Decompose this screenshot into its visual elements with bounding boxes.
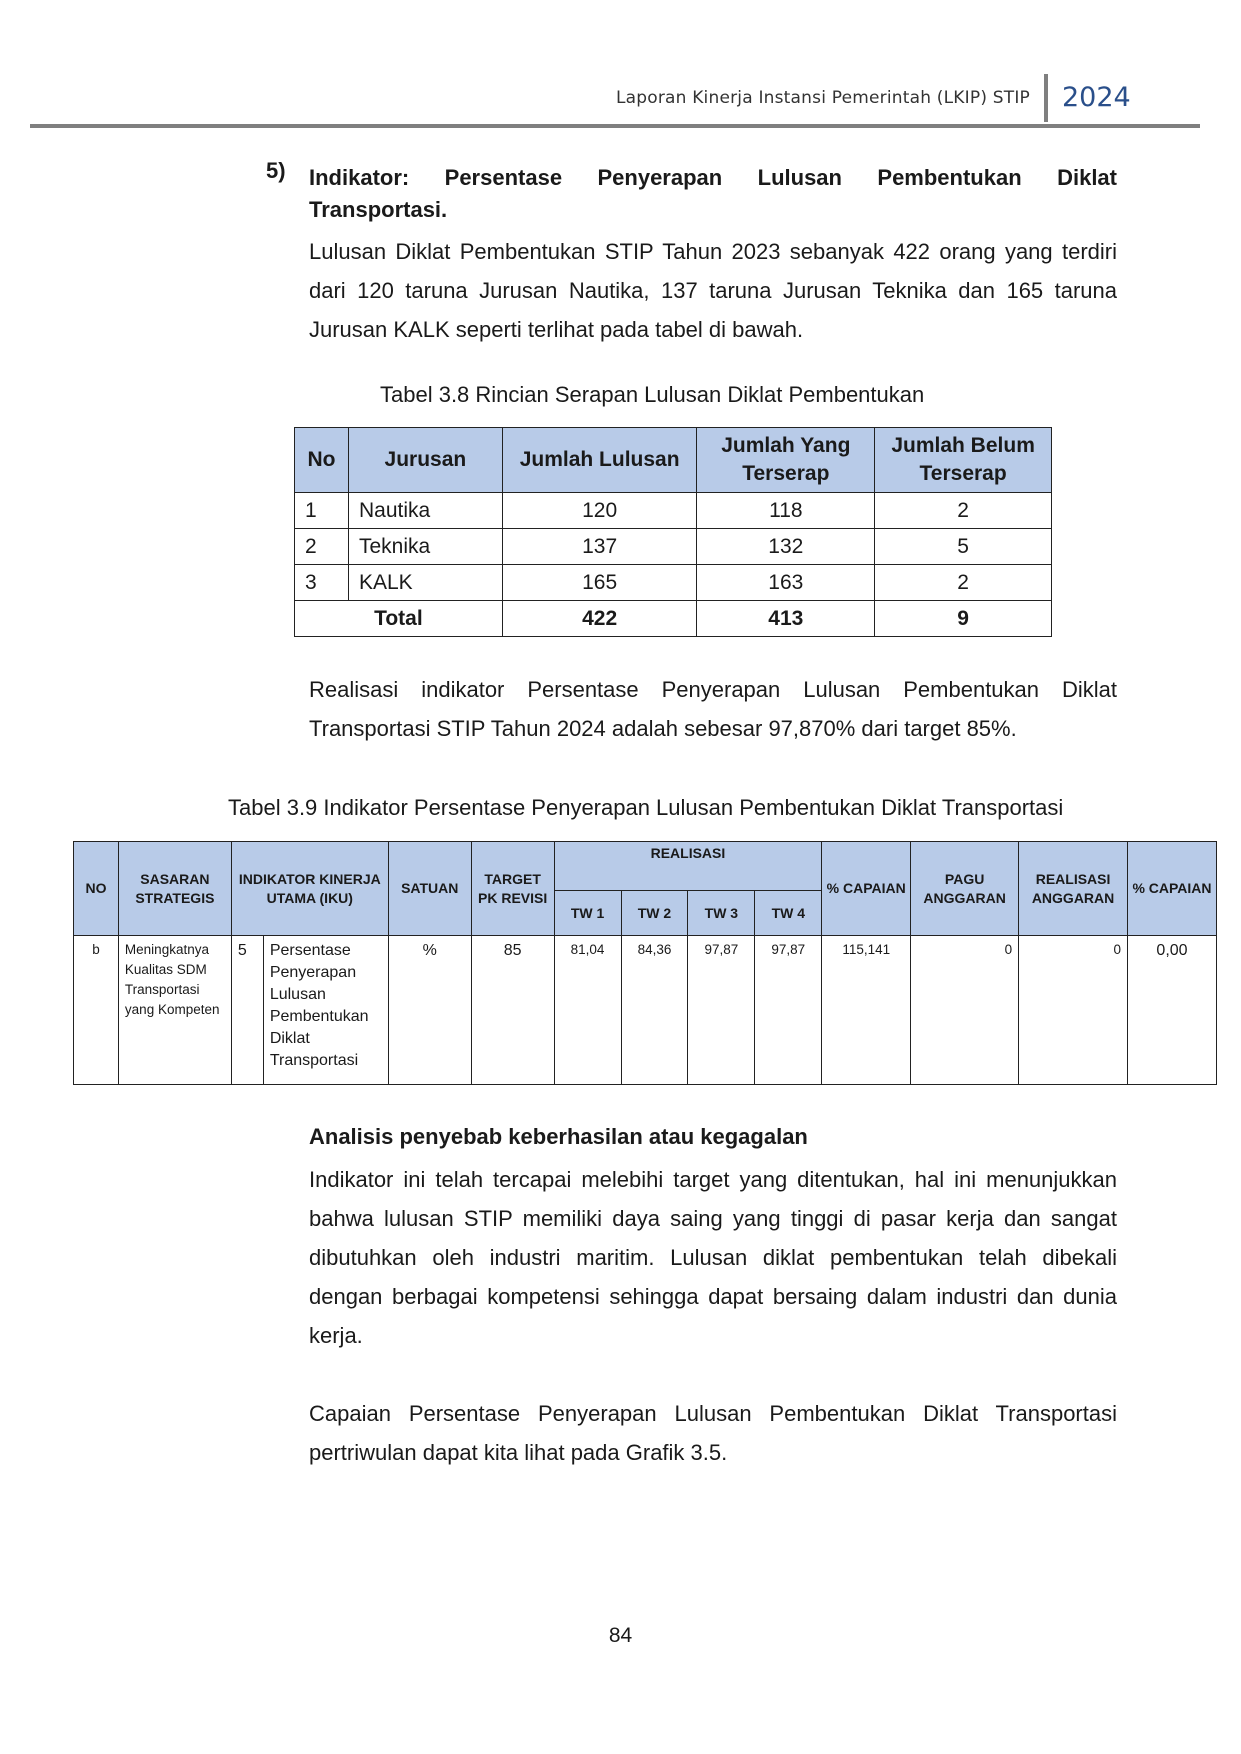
col-header-capaian: % CAPAIAN: [822, 842, 911, 936]
analisis-heading: Analisis penyebab keberhasilan atau kegagalan: [309, 1124, 808, 1149]
cell-jurusan: Teknika: [348, 529, 502, 565]
header-year: 2024: [1062, 82, 1131, 113]
col-header-realisasi: REALISASI: [554, 842, 822, 891]
cell-belum: 5: [875, 529, 1052, 565]
col-header-sasaran: SASARAN STRATEGIS: [118, 842, 231, 936]
total-terserap: 413: [697, 601, 875, 637]
cell-terserap: 163: [697, 565, 875, 601]
table-row: [74, 936, 1217, 1085]
col-header-pagu: PAGU ANGGARAN: [911, 842, 1019, 936]
cell-iku-no: 5: [231, 936, 263, 1085]
graduate-absorption-table: [294, 427, 1052, 637]
col-header-capaian-2: % CAPAIAN: [1128, 842, 1217, 936]
closing-paragraph: Capaian Persentase Penyerapan Lulusan Pembentukan Diklat Transportasi pertriwulan dapat kita lihat pada Grafik 3.5.: [309, 1401, 1117, 1465]
table2-caption: Tabel 3.9 Indikator Persentase Penyerapan Lulusan Pembentukan Diklat Transportasi: [228, 795, 1064, 820]
cell-iku: Persentase Penyerapan Lulusan Pembentukan Diklat Transportasi: [263, 936, 388, 1085]
cell-capaian: 115,141: [822, 936, 911, 1085]
total-label: Total: [295, 601, 503, 637]
table-total-row: [295, 601, 1052, 637]
cell-lulusan: 137: [502, 529, 697, 565]
col-header-no: NO: [74, 842, 119, 936]
table-row: [295, 529, 1052, 565]
realisasi-paragraph: Realisasi indikator Persentase Penyerapan Lulusan Pembentukan Diklat Transportasi STIP Tahun 2024 adalah sebesar 97,870% dari target 85%.: [309, 677, 1117, 741]
cell-terserap: 132: [697, 529, 875, 565]
col-header-belum-terserap: Jumlah Belum Terserap: [875, 428, 1052, 493]
cell-no: 2: [295, 529, 349, 565]
col-header-tw3: TW 3: [688, 891, 755, 936]
cell-belum: 2: [875, 565, 1052, 601]
col-header-jumlah-lulusan: Jumlah Lulusan: [502, 428, 697, 493]
table1-caption: Tabel 3.8 Rincian Serapan Lulusan Diklat Pembentukan: [380, 382, 925, 407]
cell-capaian-2: 0,00: [1128, 936, 1217, 1085]
cell-terserap: 118: [697, 493, 875, 529]
section-number: 5): [266, 158, 286, 183]
col-header-terserap: Jumlah Yang Terserap: [697, 428, 875, 493]
cell-tw2: 84,36: [621, 936, 688, 1085]
cell-satuan: %: [388, 936, 471, 1085]
col-header-tw2: TW 2: [621, 891, 688, 936]
cell-jurusan: Nautika: [348, 493, 502, 529]
section-heading-cont: Transportasi.: [309, 197, 448, 222]
intro-paragraph: Lulusan Diklat Pembentukan STIP Tahun 2023 sebanyak 422 orang yang terdiri dari 120 taruna Jurusan Nautika, 137 taruna Jurusan Teknika dan 165 taruna Jurusan KALK seperti terlihat pada tabel di bawah.: [309, 239, 1117, 342]
col-header-realisasi-anggaran: REALISASI ANGGARAN: [1019, 842, 1128, 936]
cell-pagu: 0: [911, 936, 1019, 1085]
indicator-table: [73, 841, 1217, 1085]
page-number: 84: [608, 1624, 633, 1647]
col-header-tw4: TW 4: [755, 891, 822, 936]
table-row: [295, 565, 1052, 601]
header-title: Laporan Kinerja Instansi Pemerintah (LKIP) STIP: [615, 88, 1030, 108]
cell-no: b: [74, 936, 119, 1085]
header-separator: [1044, 74, 1048, 122]
cell-tw3: 97,87: [688, 936, 755, 1085]
cell-target: 85: [471, 936, 554, 1085]
cell-tw4: 97,87: [755, 936, 822, 1085]
cell-lulusan: 165: [502, 565, 697, 601]
cell-sasaran: Meningkatnya Kualitas SDM Transportasi yang Kompeten: [118, 936, 231, 1085]
total-belum: 9: [875, 601, 1052, 637]
cell-lulusan: 120: [502, 493, 697, 529]
col-header-tw1: TW 1: [554, 891, 621, 936]
cell-belum: 2: [875, 493, 1052, 529]
col-header-target: TARGET PK REVISI: [471, 842, 554, 936]
cell-tw1: 81,04: [554, 936, 621, 1085]
analisis-paragraph: Indikator ini telah tercapai melebihi target yang ditentukan, hal ini menunjukkan bahwa lulusan STIP memiliki daya saing yang tinggi di pasar kerja dan sangat dibutuhkan oleh industri maritim. Lulusan diklat pembentukan telah dibekali dengan berbagai kompetensi sehingga dapat bersaing dalam industri dan dunia kerja.: [309, 1167, 1117, 1348]
col-header-iku: INDIKATOR KINERJA UTAMA (IKU): [231, 842, 388, 936]
col-header-no: No: [295, 428, 349, 493]
total-lulusan: 422: [502, 601, 697, 637]
section-heading: Indikator: Persentase Penyerapan Lulusan Pembentukan Diklat: [309, 165, 1117, 190]
cell-jurusan: KALK: [348, 565, 502, 601]
header-rule: [30, 124, 1200, 128]
col-header-satuan: SATUAN: [388, 842, 471, 936]
table-row: [295, 493, 1052, 529]
cell-realisasi-anggaran: 0: [1019, 936, 1128, 1085]
col-header-jurusan: Jurusan: [348, 428, 502, 493]
cell-no: 3: [295, 565, 349, 601]
cell-no: 1: [295, 493, 349, 529]
